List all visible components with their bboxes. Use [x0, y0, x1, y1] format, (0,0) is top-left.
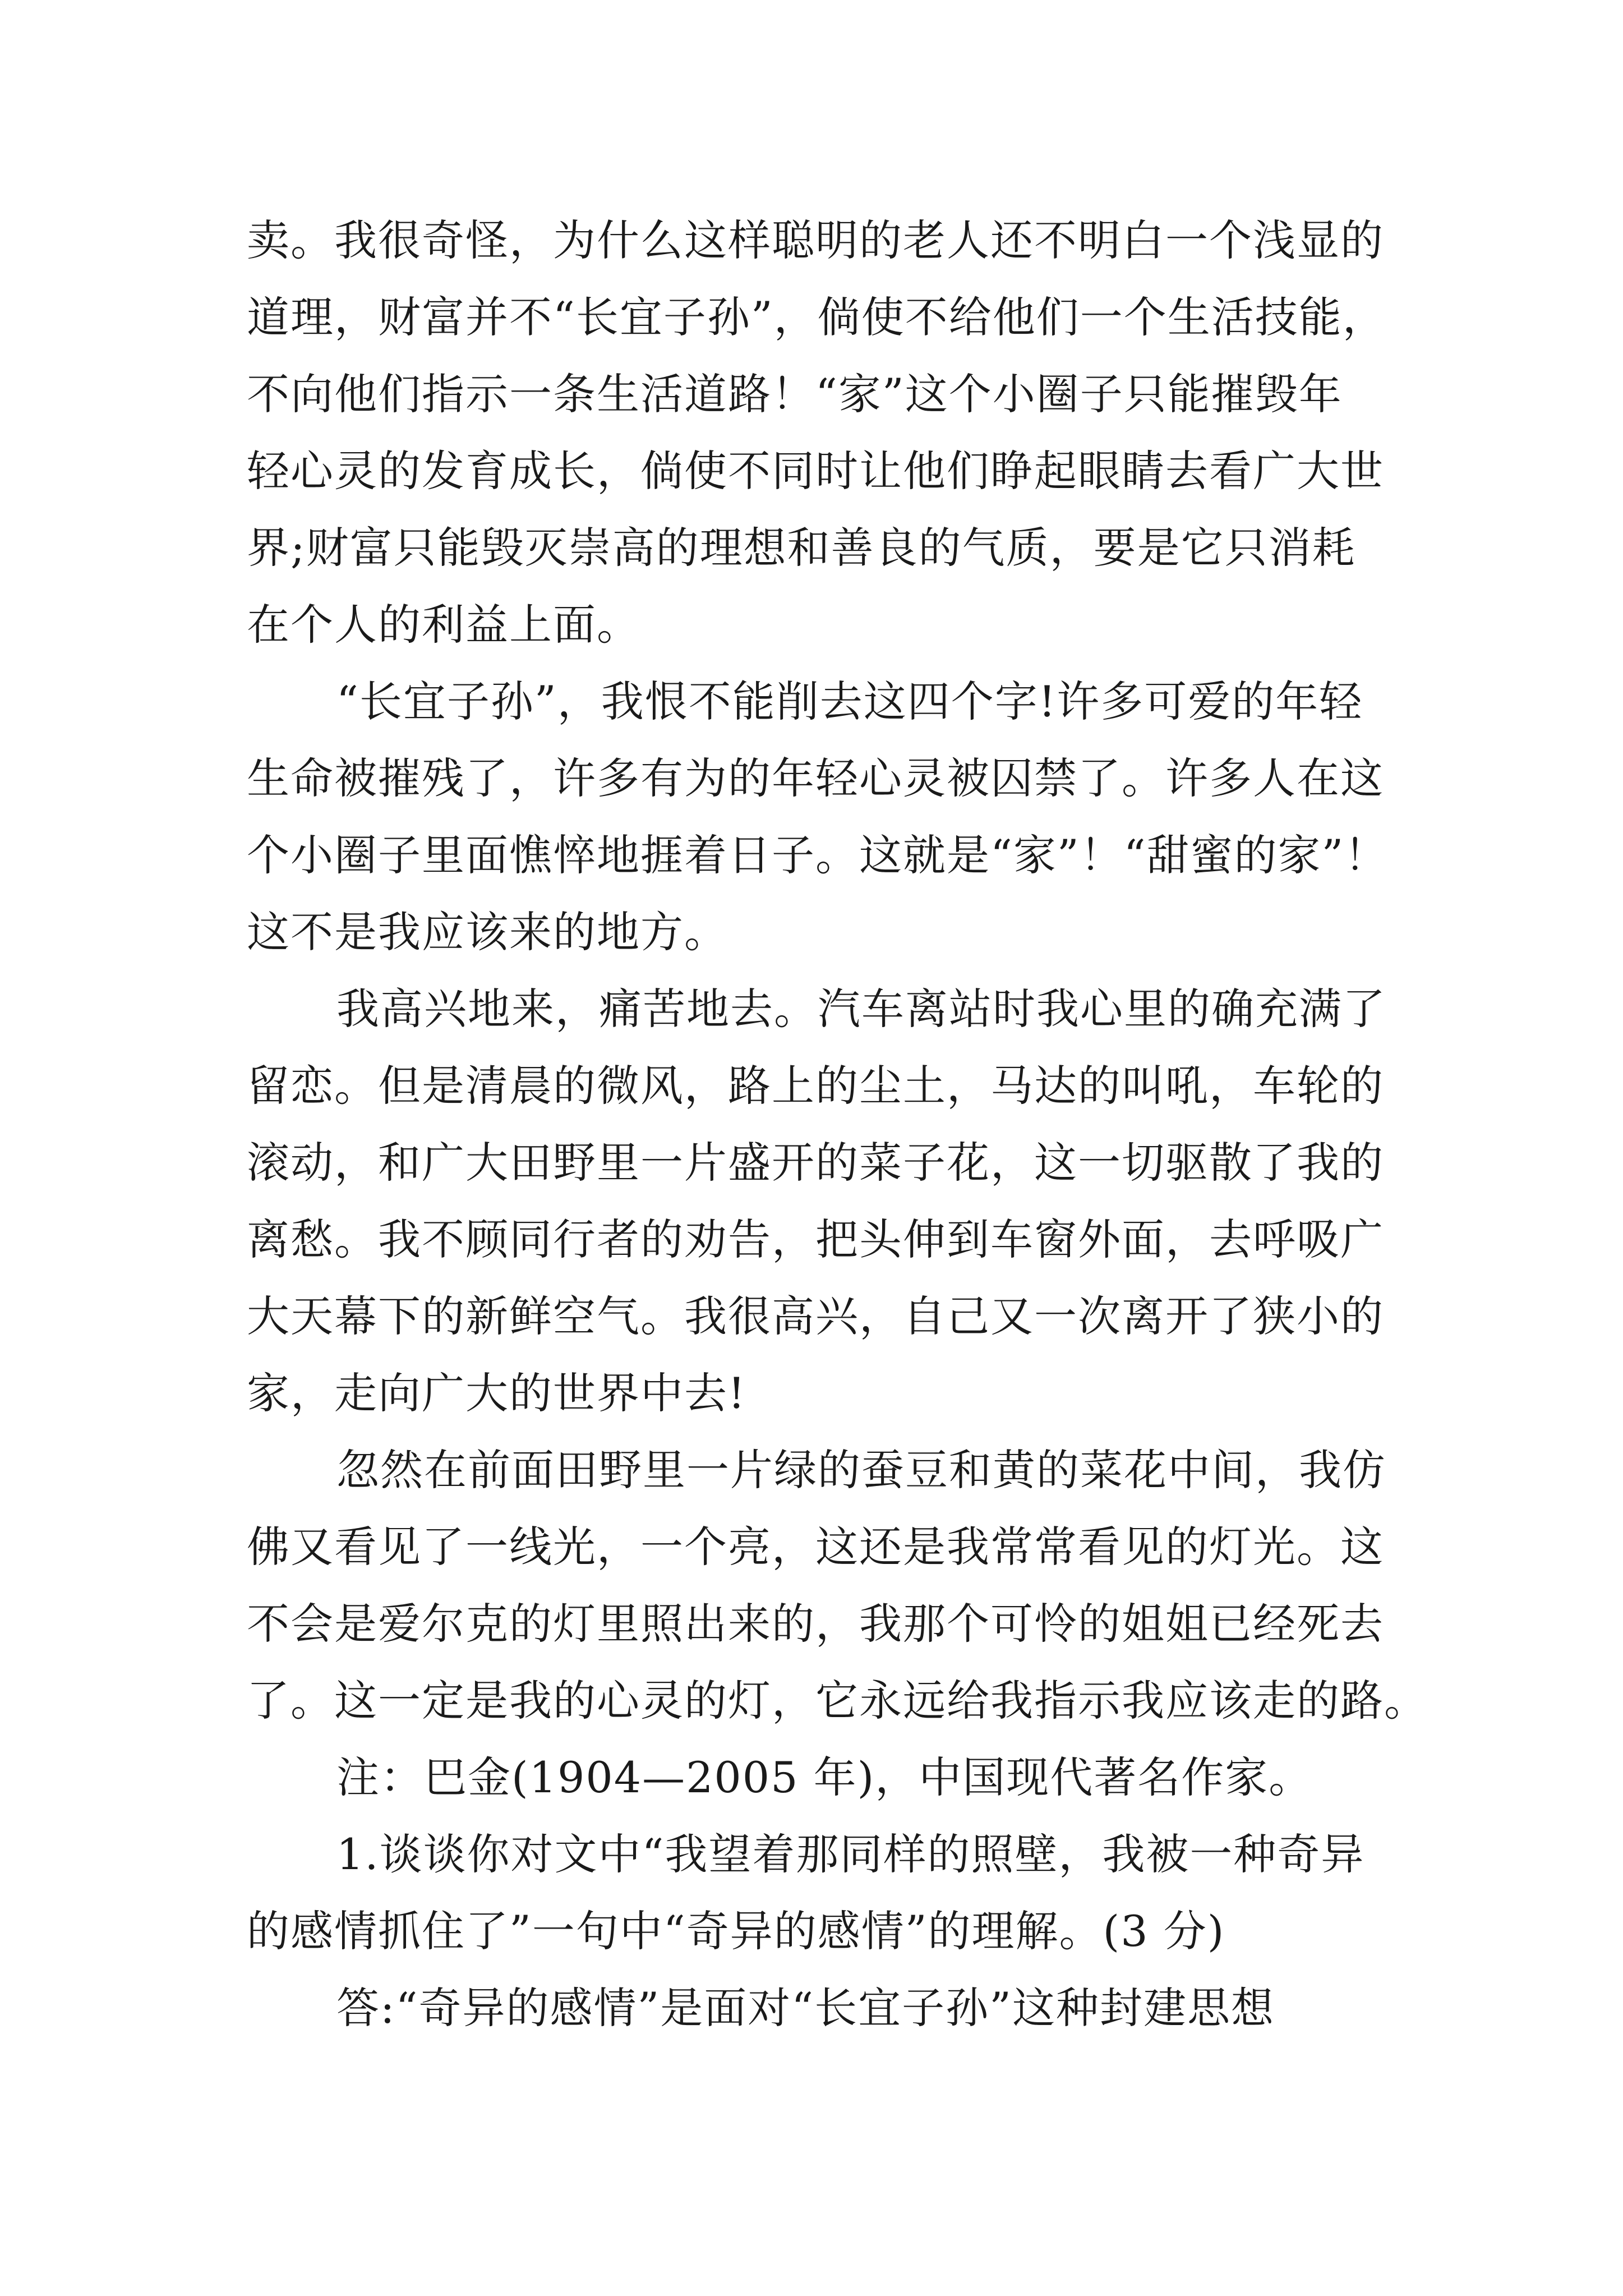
text-line: 佛又看见了一线光，一个亮，这还是我常常看见的灯光。这: [247, 1522, 1384, 1572]
text-line: 道理，财富并不“长宜子孙”，倘使不给他们一个生活技能，: [247, 292, 1386, 342]
text-line: 了。这一定是我的心灵的灯，它永远给我指示我应该走的路。: [247, 1676, 1428, 1726]
text-line: 1.谈谈你对文中“我望着那同样的照壁，我被一种奇异: [336, 1829, 1365, 1879]
text-line: 这不是我应该来的地方。: [247, 907, 728, 957]
body-text: [247, 202, 1428, 2046]
text-line: 生命被摧残了，许多有为的年轻心灵被囚禁了。许多人在这: [247, 753, 1384, 803]
text-line: 不会是爱尔克的灯里照出来的，我那个可怜的姐姐已经死去: [247, 1599, 1384, 1649]
text-line: 注：巴金(1904—2005 年)，中国现代著名作家。: [336, 1752, 1313, 1802]
text-line: 的感情抓住了”一句中“奇异的感情”的理解。(3 分): [247, 1906, 1225, 1956]
text-line: 卖。我很奇怪，为什么这样聪明的老人还不明白一个浅显的: [247, 215, 1384, 265]
text-line: 家，走向广大的世界中去!: [247, 1368, 746, 1418]
text-line: 不向他们指示一条生活道路！“家”这个小圈子只能摧毁年: [247, 369, 1343, 419]
text-line: 个小圈子里面憔悴地捱着日子。这就是“家”！“甜蜜的家”！: [247, 830, 1389, 880]
text-line: 我高兴地来，痛苦地去。汽车离站时我心里的确充满了: [336, 984, 1386, 1034]
text-line: 大天幕下的新鲜空气。我很高兴，自己又一次离开了狭小的: [247, 1291, 1384, 1341]
text-line: 滚动，和广大田野里一片盛开的菜子花，这一切驱散了我的: [247, 1138, 1384, 1188]
text-line: 轻心灵的发育成长，倘使不同时让他们睁起眼睛去看广大世: [247, 446, 1384, 496]
text-line: 答:“奇异的感情”是面对“长宜子孙”这种封建思想: [336, 1983, 1275, 2033]
text-line: 界;财富只能毁灭崇高的理想和善良的气质，要是它只消耗: [247, 523, 1356, 573]
text-line: 在个人的利益上面。: [247, 600, 640, 650]
text-line: 离愁。我不顾同行者的劝告，把头伸到车窗外面，去呼吸广: [247, 1214, 1384, 1264]
text-line: 忽然在前面田野里一片绿的蚕豆和黄的菜花中间，我仿: [336, 1445, 1386, 1495]
text-line: 留恋。但是清晨的微风，路上的尘土，马达的叫吼，车轮的: [247, 1061, 1384, 1111]
text-line: “长宜子孙”，我恨不能削去这四个字!许多可爱的年轻: [336, 677, 1363, 726]
